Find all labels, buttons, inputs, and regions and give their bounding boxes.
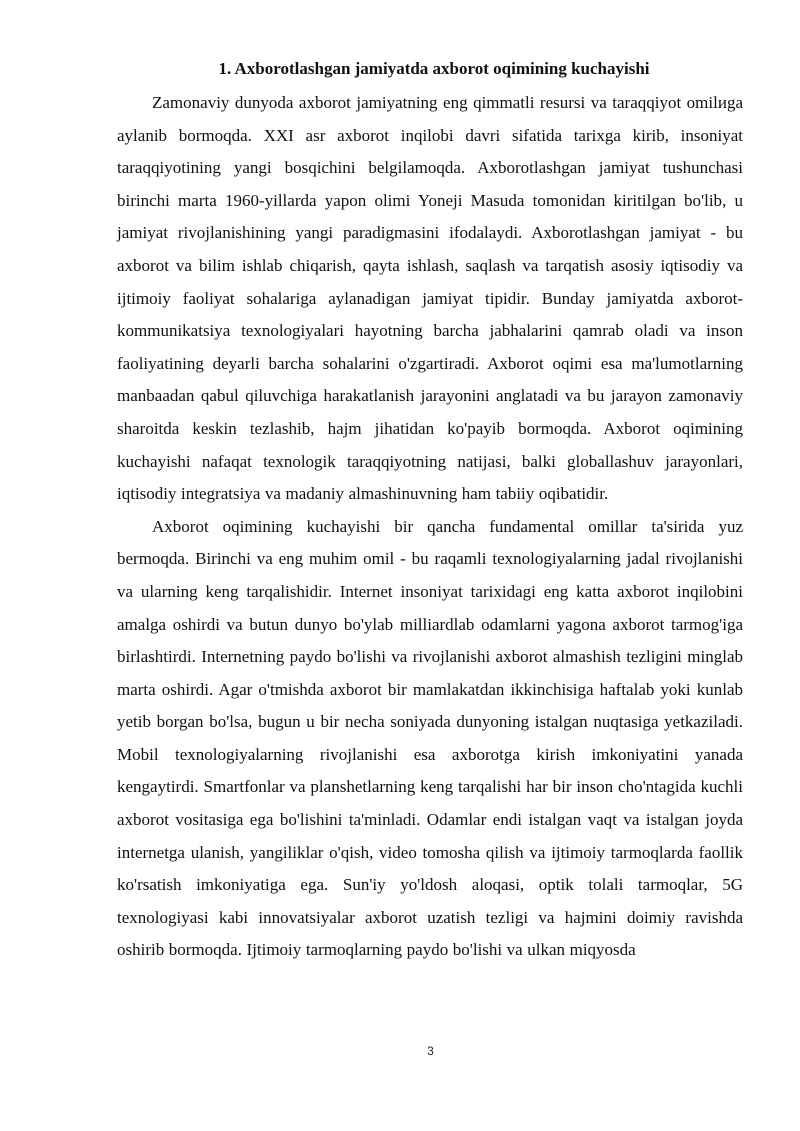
section-heading: 1. Axborotlashgan jamiyatda axborot oqimining kuchayishi — [218, 59, 650, 78]
paragraph-1: Zamonaviy dunyoda axborot jamiyatning eng qimmatli resursi va taraqqiyot omilиga aylanib bormoqda. XXI asr axborot inqilobi davri sifatida tarixga kirib, insoniyat taraqqiyotining yangi bosqichini belgilamoqda. Axborotlashgan jamiyat tushunchasi birinchi marta 1960-yillarda yapon olimi Yoneji Masuda tomonidan kiritilgan bo'lib, u jamiyat rivojlanishining yangi paradigmasini ifodalaydi. Axborotlashgan jamiyat - bu axborot va bilim ishlab chiqarish, qayta ishlash, saqlash va tarqatish asosiy iqtisodiy va ijtimoiy faoliyat sohalariga aylanadigan jamiyat tipidir. Bunday jamiyatda axborot-kommunikatsiya texnologiyalari hayotning barcha jabhalarini qamrab oladi va inson faoliyatining deyarli barcha sohalarini o'zgartiradi. Axborot oqimi esa ma'lumotlarning manbaadan qabul qiluvchiga harakatlanish jarayonini anglatadi va bu jarayon zamonaviy sharoitda keskin tezlashib, hajm jihatidan ko'payib bormoqda. Axborot oqimining kuchayishi nafaqat texnologik taraqqiyotning natijasi, balki globallashuv jarayonlari, iqtisodiy integratsiya va madaniy almashinuvning ham tabiiy oqibatidir. — [117, 93, 743, 504]
paragraph-2: Axborot oqimining kuchayishi bir qancha fundamental omillar ta'sirida yuz bermoqda. Birinchi va eng muhim omil - bu raqamli texnologiyalarning jadal rivojlanishi va ularning keng tarqalishidir. Internet insoniyat tarixidagi eng katta axborot inqilobini amalga oshirdi va butun dunyo bo'ylab milliardlab odamlarni yagona axborot tarmog'iga birlashtirdi. Internetning paydo bo'lishi va rivojlanishi axborot almashish tezligini minglab marta oshirdi. Agar o'tmishda axborot bir mamlakatdan ikkinchisiga haftalab yoki kunlab yetib borgan bo'lsa, bugun u bir necha soniyada dunyoning istalgan nuqtasiga yetkaziladi. Mobil texnologiyalarning rivojlanishi esa axborotga kirish imkoniyatini yanada kengaytirdi. Smartfonlar va planshetlarning keng tarqalishi har bir inson cho'ntagida kuchli axborot vositasiga ega bo'lishini ta'minladi. Odamlar endi istalgan vaqt va istalgan joyda internetga ulanish, yangiliklar o'qish, video tomosha qilish va ijtimoiy tarmoqlarda faollik ko'rsatish imkoniyatiga ega. Sun'iy yo'ldosh aloqasi, optik tolali tarmoqlar, 5G texnologiyasi kabi innovatsiyalar axborot uzatish tezligi va hajmini doimiy ravishda oshirib bormoqda. Ijtimoiy tarmoqlarning paydo bo'lishi va ulkan miqyosda — [117, 516, 743, 960]
page-number: 3 — [427, 1044, 434, 1058]
